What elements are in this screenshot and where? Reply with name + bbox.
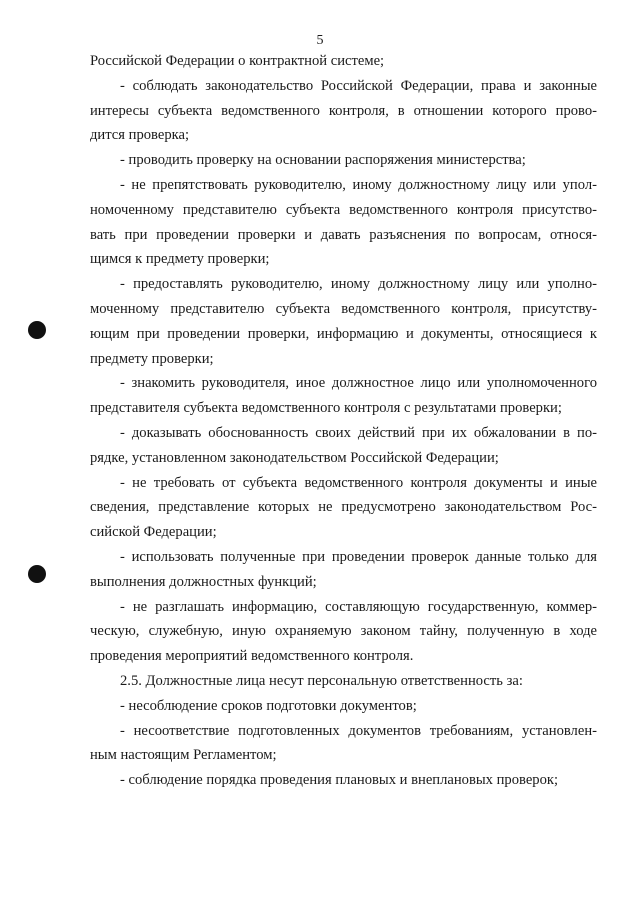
text-line: - соблюдать законодательство Российской Федерации, права и законные	[120, 77, 597, 94]
text-line: Российской Федерации о контрактной системе;	[90, 53, 385, 69]
text-line: - не разглашать информацию, составляющую государственную, коммер-	[120, 598, 597, 615]
page-number: 5	[316, 33, 324, 48]
text-line: интересы субъекта ведомственного контроля, в отношении которого прово-	[90, 102, 597, 119]
text-line: проведения мероприятий ведомственного контроля.	[90, 648, 414, 665]
text-line: - несоблюдение сроков подготовки документов;	[120, 697, 417, 714]
text-line: - не препятствовать руководителю, иному должностному лицу или упол-	[120, 176, 597, 193]
text-line: 2.5. Должностные лица несут персональную ответственность за:	[120, 672, 523, 689]
text-line: - доказывать обоснованность своих действий при их обжаловании в по-	[120, 424, 597, 441]
document-body	[90, 49, 597, 793]
text-line: - несоответствие подготовленных документов требованиям, установлен-	[120, 722, 597, 739]
punch-hole-mark	[28, 565, 46, 583]
text-line: предмету проверки;	[90, 350, 214, 367]
text-line: представителя субъекта ведомственного контроля с результатами проверки;	[90, 400, 562, 417]
text-line: - использовать полученные при проведении проверок данные только для	[120, 548, 597, 565]
text-line: номоченному представителю субъекта ведомственного контроля присутство-	[90, 201, 597, 218]
text-line: ющим при проведении проверки, информацию и документы, относящиеся к	[90, 325, 597, 342]
punch-hole-mark	[28, 321, 46, 339]
text-line: щимся к предмету проверки;	[90, 251, 270, 268]
text-line: моченному представителю субъекта ведомственного контроля, присутству-	[90, 300, 597, 317]
text-line: - не требовать от субъекта ведомственного контроля документы и иные	[120, 474, 597, 491]
text-line: - знакомить руководителя, иное должностное лицо или уполномоченного	[120, 375, 597, 392]
text-line: - проводить проверку на основании распоряжения министерства;	[120, 152, 526, 169]
text-line: - соблюдение порядка проведения плановых и внеплановых проверок;	[120, 772, 559, 789]
text-line: рядке, установленном законодательством Российской Федерации;	[90, 449, 499, 466]
text-line: дится проверка;	[90, 127, 190, 144]
text-line: выполнения должностных функций;	[90, 573, 317, 590]
text-line: ным настоящим Регламентом;	[90, 747, 277, 764]
text-line: вать при проведении проверки и давать разъяснения по вопросам, относя-	[90, 226, 597, 243]
text-line: ческую, служебную, иную охраняемую законом тайну, полученную в ходе	[90, 623, 597, 640]
text-line: сведения, представление которых не предусмотрено законодательством Рос-	[90, 499, 597, 516]
text-line: сийской Федерации;	[90, 524, 217, 541]
text-line: - предоставлять руководителю, иному должностному лицу или уполно-	[120, 276, 597, 293]
